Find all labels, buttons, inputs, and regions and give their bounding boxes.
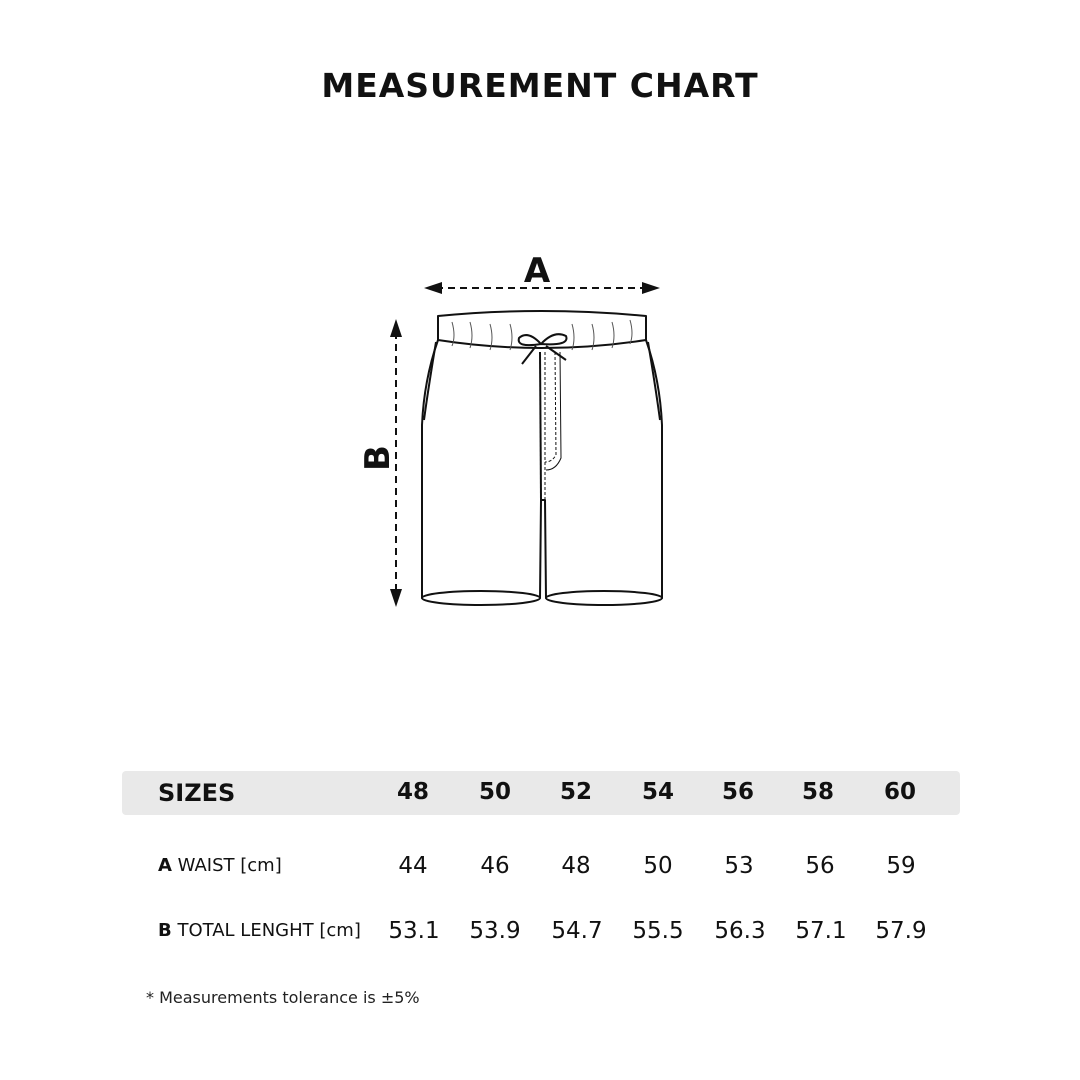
size-header: 54 [641,779,674,805]
row-name: WAIST [cm] [177,855,282,876]
row-name: TOTAL LENGHT [cm] [177,920,361,941]
tolerance-note: * Measurements tolerance is ±5% [146,988,420,1007]
sizes-header-label: SIZES [158,779,236,807]
table-cell: 50 [643,853,673,879]
size-header: 58 [801,779,834,805]
dimension-a [424,251,660,294]
dimension-b-label: B [358,445,398,471]
row-label-total-length [158,920,361,941]
size-header: 60 [883,779,916,805]
table-cell: 53 [724,853,754,879]
table-cell: 56 [805,853,835,879]
dimension-a-label: A [523,251,551,291]
size-header: 56 [721,779,754,805]
size-header: 48 [396,779,429,805]
table-cell: 57.9 [875,918,927,944]
size-header: 50 [478,779,511,805]
table-cell: 53.1 [388,918,440,944]
shorts-outline [422,311,662,605]
table-cell: 54.7 [551,918,603,944]
table-cell: 59 [886,853,916,879]
table-cell: 53.9 [469,918,521,944]
size-header: 52 [559,779,592,805]
page-title: MEASUREMENT CHART [321,66,759,105]
row-letter: B [158,920,172,941]
table-cell: 46 [480,853,510,879]
table-cell: 48 [561,853,591,879]
table-cell: 44 [398,853,428,879]
table-cell: 55.5 [632,918,684,944]
table-cell: 56.3 [714,918,766,944]
row-label-waist [158,855,282,876]
row-letter: A [158,855,172,876]
table-cell: 57.1 [795,918,847,944]
dimension-b [358,319,402,607]
